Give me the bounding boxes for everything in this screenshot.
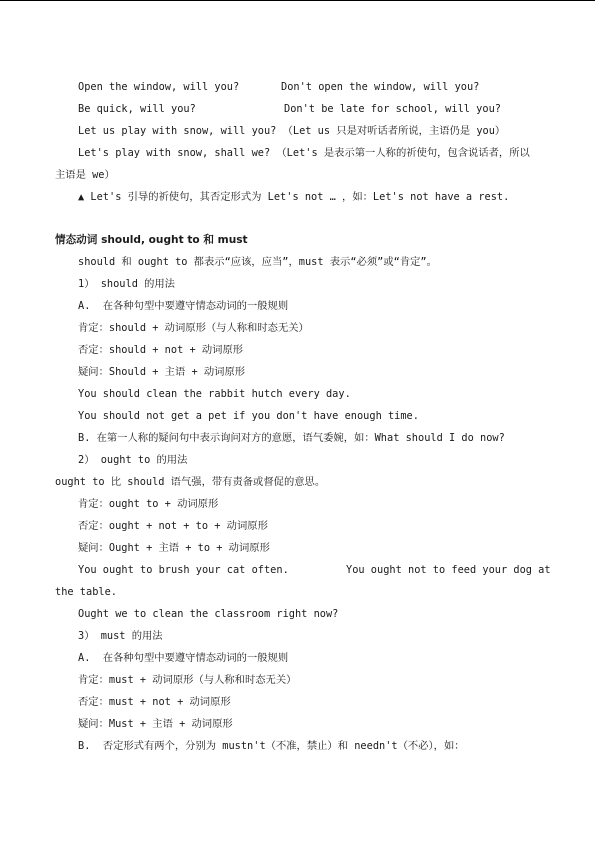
example-let-us: Let us play with snow, will you? （Let us 只是对听话者所说，主语仍是 you） xyxy=(78,125,506,137)
rule-a-should: A. 在各种句型中要遵守情态动词的一般规则 xyxy=(78,300,289,312)
should-affirmative: 肯定：should + 动词原形（与人称和时态无关） xyxy=(78,322,309,334)
subheading-must: 3） must 的用法 xyxy=(78,630,163,642)
example-dont-be-late: Don't be late for school, will you? xyxy=(284,103,501,115)
ought-example-2: You ought not to feed your dog at xyxy=(346,564,551,576)
ought-to-intro: ought to 比 should 语气强，带有责备或督促的意思。 xyxy=(55,476,326,488)
should-negative: 否定：should + not + 动词原形 xyxy=(78,344,244,356)
subheading-ought-to: 2） ought to 的用法 xyxy=(78,454,188,466)
ought-example-2-cont: the table. xyxy=(55,586,117,598)
intro-line: should 和 ought to 都表示“应该，应当”，must 表示“必须”或“肯定”。 xyxy=(78,256,437,268)
should-question: 疑问：Should + 主语 + 动词原形 xyxy=(78,366,246,378)
section-heading: 情态动词 should, ought to 和 must xyxy=(55,234,248,246)
note-lets-negative: ▲ Let's 引导的祈使句，其否定形式为 Let's not … ，如：Let's not have a rest. xyxy=(78,191,510,203)
rule-a-must: A. 在各种句型中要遵守情态动词的一般规则 xyxy=(78,652,289,664)
example-dont-open-window: Don't open the window, will you? xyxy=(281,81,480,93)
must-question: 疑问：Must + 主语 + 动词原形 xyxy=(78,718,233,730)
ought-affirmative: 肯定：ought to + 动词原形 xyxy=(78,498,219,510)
example-open-window: Open the window, will you? xyxy=(78,81,240,93)
ought-question: 疑问：Ought + 主语 + to + 动词原形 xyxy=(78,542,270,554)
must-negative: 否定：must + not + 动词原形 xyxy=(78,696,231,708)
ought-negative: 否定：ought + not + to + 动词原形 xyxy=(78,520,268,532)
example-lets-cont: 主语是 we） xyxy=(55,169,115,181)
subheading-should: 1） should 的用法 xyxy=(78,278,175,290)
must-affirmative: 肯定：must + 动词原形（与人称和时态无关） xyxy=(78,674,297,686)
ought-example-1: You ought to brush your cat often. xyxy=(78,564,289,576)
rule-b-must: B. 否定形式有两个，分别为 mustn't（不准，禁止）和 needn't（不必），如： xyxy=(78,740,465,752)
rule-b-should: B. 在第一人称的疑问句中表示询问对方的意愿，语气委婉，如：What should I do now? xyxy=(78,432,505,444)
example-lets: Let's play with snow, shall we? （Let's 是表示第一人称的祈使句，包含说话者，所以 xyxy=(78,147,530,159)
ought-example-3: Ought we to clean the classroom right now? xyxy=(78,608,339,620)
should-example-2: You should not get a pet if you don't have enough time. xyxy=(78,410,419,422)
example-be-quick: Be quick, will you? xyxy=(78,103,196,115)
should-example-1: You should clean the rabbit hutch every day. xyxy=(78,388,351,400)
